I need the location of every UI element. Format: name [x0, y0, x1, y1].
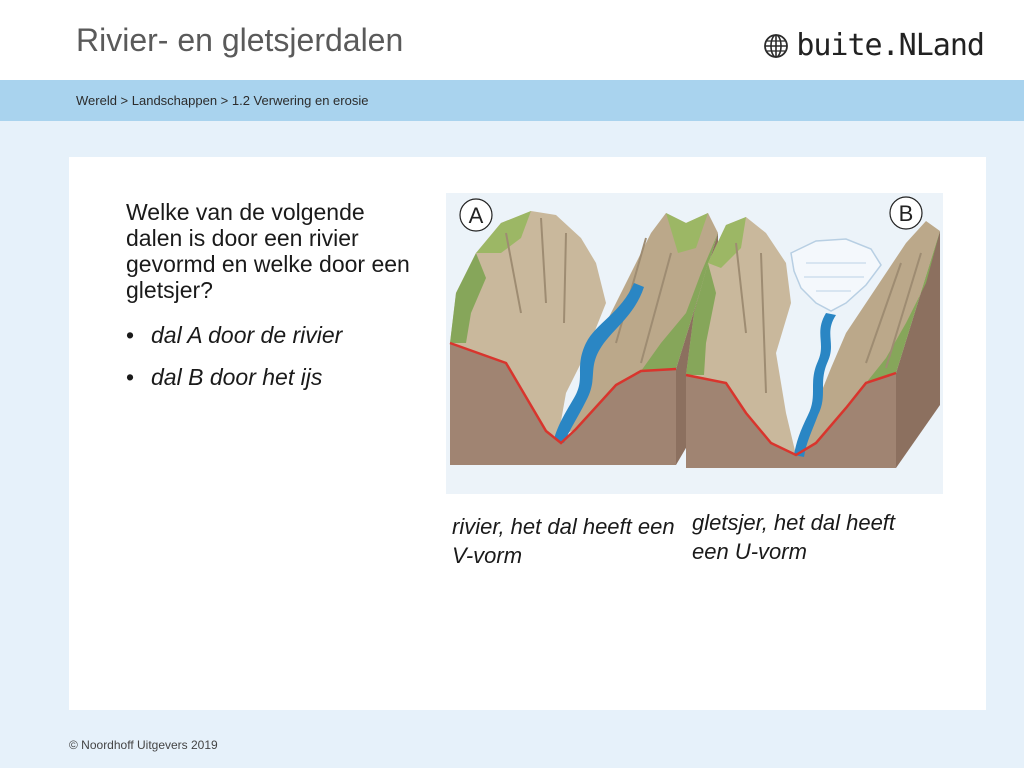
question-text: Welke van de volgende dalen is door een rivier gevormd en welke door een gletsjer? [126, 199, 410, 303]
answer-text: dal A door de rivier [151, 322, 343, 348]
label-b: B [898, 201, 914, 226]
bullet-icon: • [126, 364, 135, 390]
label-a: A [468, 203, 484, 228]
answer-item [126, 362, 342, 404]
caption-glacier-valley: gletsjer, het dal heeft een U-vorm [692, 510, 896, 564]
glacier-ice [791, 239, 881, 311]
answer-text: dal B door het ijs [151, 364, 323, 390]
bullet-icon: • [126, 322, 135, 348]
label-a-badge [460, 199, 492, 231]
caption-river-valley: rivier, het dal heeft een V-vorm [452, 514, 675, 568]
brand-logo[interactable] [762, 28, 984, 63]
copyright-footer: © Noordhoff Uitgevers 2019 [69, 738, 218, 752]
globe-icon [762, 32, 790, 60]
breadcrumb-bar [0, 80, 1024, 121]
answer-list [126, 320, 342, 404]
valley-illustration [446, 193, 943, 494]
header-bar [0, 0, 1024, 80]
glacier-valley-b [686, 217, 940, 468]
answer-item [126, 320, 342, 362]
logo-text: buite.NLand [796, 28, 984, 63]
page-title: Rivier- en gletsjerdalen [76, 22, 404, 58]
river-valley-a [450, 211, 718, 465]
breadcrumb: Wereld > Landschappen > 1.2 Verwering en erosie [76, 93, 369, 108]
label-b-badge [890, 197, 922, 229]
